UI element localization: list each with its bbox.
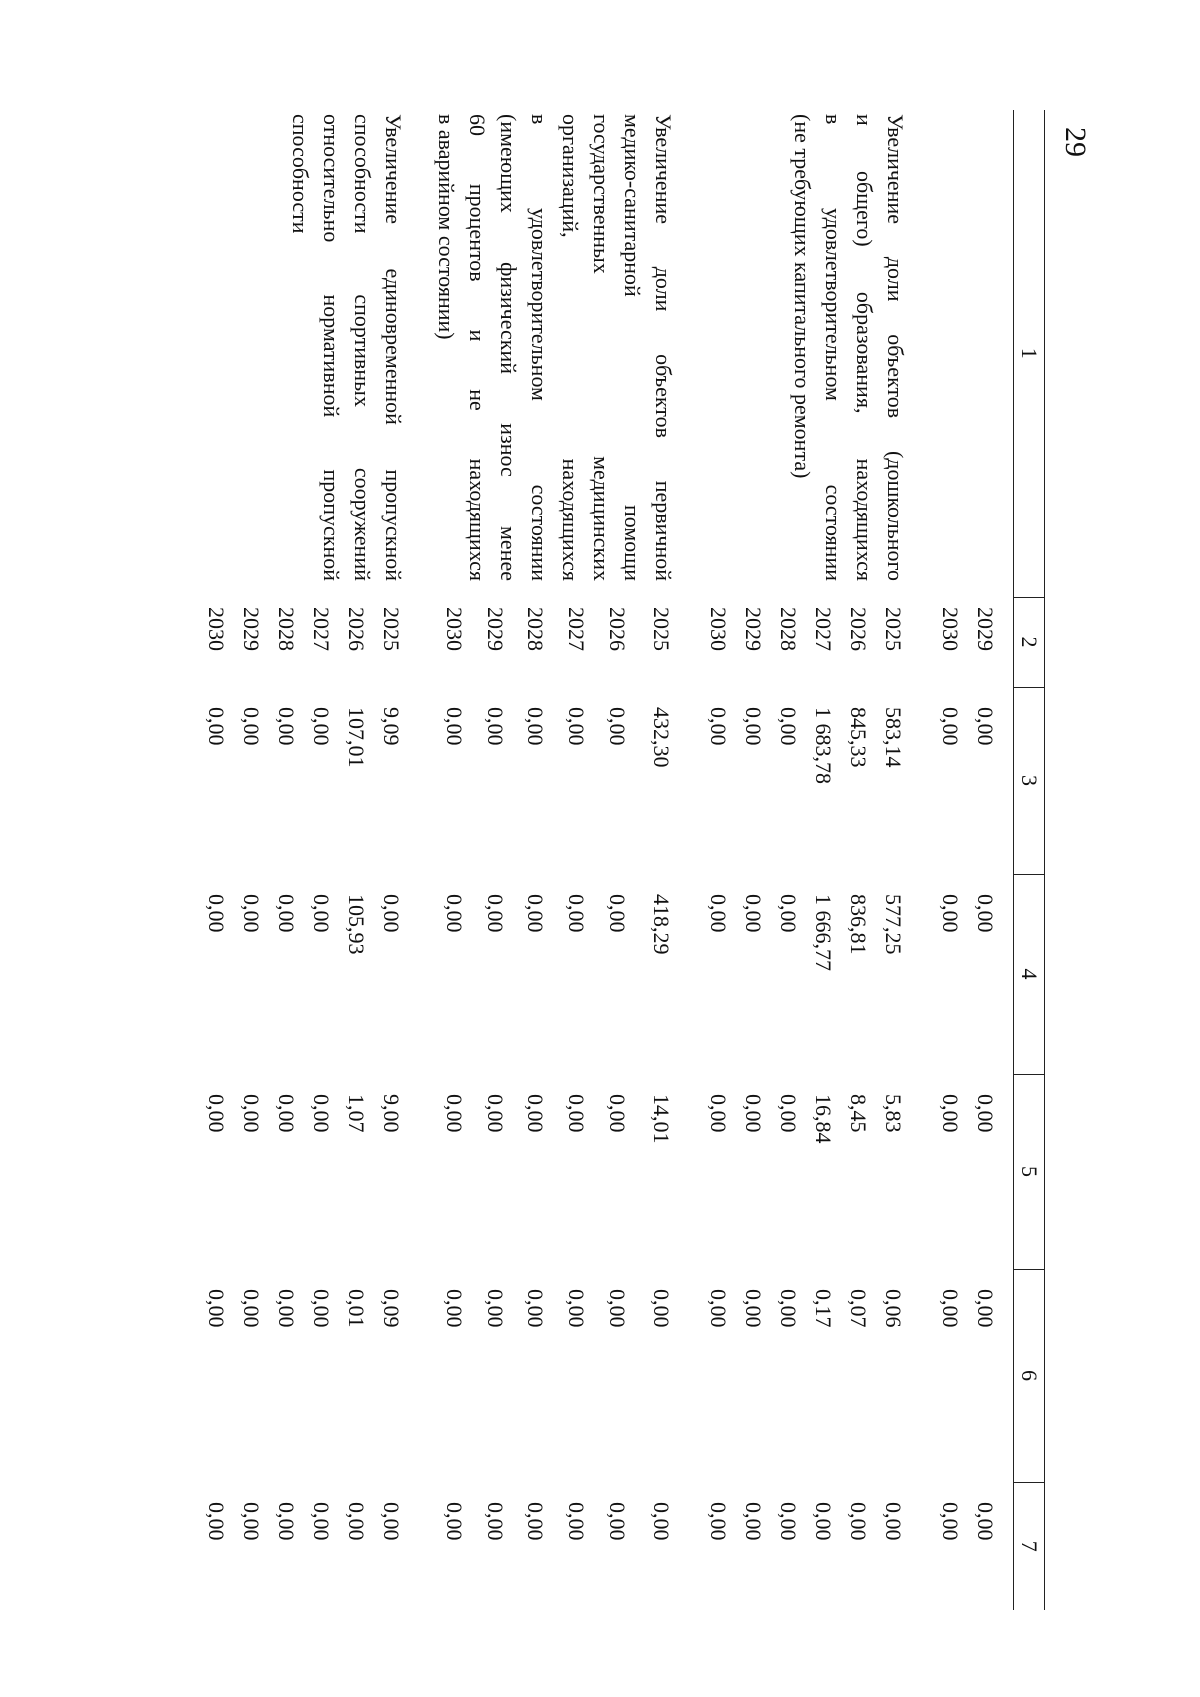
amount-cell: 0,00 bbox=[523, 707, 549, 746]
column-header: 6 bbox=[1014, 1269, 1045, 1482]
amount-cell: 432,30 bbox=[649, 707, 674, 768]
amount-cell: 0,00 bbox=[938, 1094, 963, 1133]
description-line: способности спортивных сооружений bbox=[350, 114, 375, 581]
amount-cell: 0,00 bbox=[741, 1502, 766, 1541]
description-line: государственных медицинских bbox=[589, 114, 614, 581]
description-line: организаций, находящихся bbox=[558, 114, 583, 581]
year-cell: 2028 bbox=[274, 607, 299, 651]
table-header-row bbox=[1014, 110, 1045, 1610]
year-cell: 2030 bbox=[706, 607, 731, 651]
table-row bbox=[635, 110, 701, 1610]
column-header: 3 bbox=[1014, 687, 1045, 874]
amount-cell: 0,00 bbox=[649, 1289, 674, 1328]
amount-cell: 0,00 bbox=[973, 1094, 998, 1133]
column-header: 1 bbox=[1014, 110, 1045, 597]
amount-cell: 0,00 bbox=[482, 707, 508, 746]
amount-cell: 0,00 bbox=[482, 1289, 508, 1328]
amount-cell: 0,06 bbox=[881, 1289, 906, 1328]
amount-cell: 0,00 bbox=[563, 1502, 589, 1541]
amount-cell: 8,45 bbox=[846, 1094, 871, 1133]
amount-cell: 1 666,77 bbox=[811, 894, 836, 971]
amount-cell: 0,00 bbox=[309, 707, 334, 746]
amount-cell: 0,00 bbox=[239, 1094, 264, 1133]
description-line: способности bbox=[288, 114, 313, 234]
amount-cell: 0,00 bbox=[204, 1289, 229, 1328]
table-row bbox=[968, 110, 1014, 1610]
description-line: (имеющих физический износ менее bbox=[496, 114, 521, 581]
table-row bbox=[374, 110, 431, 1610]
amount-cell: 0,00 bbox=[239, 894, 264, 933]
description-line: медико-санитарной помощи bbox=[620, 114, 645, 581]
year-cell: 2029 bbox=[973, 607, 998, 651]
amount-cell: 0,00 bbox=[776, 1502, 801, 1541]
amount-cell: 0,00 bbox=[563, 707, 589, 746]
amount-cell: 1,07 bbox=[344, 1094, 369, 1133]
amount-cell: 16,84 bbox=[811, 1094, 836, 1144]
amount-cell: 0,00 bbox=[604, 894, 630, 933]
rotated-table-container bbox=[45, 110, 1045, 1610]
amount-cell: 0,00 bbox=[938, 1502, 963, 1541]
amount-cell: 0,00 bbox=[274, 894, 299, 933]
amount-cell: 0,00 bbox=[741, 1289, 766, 1328]
column-header: 5 bbox=[1014, 1074, 1045, 1269]
amount-cell: 0,00 bbox=[776, 1289, 801, 1328]
amount-cell: 0,00 bbox=[776, 1094, 801, 1133]
year-cell: 2030 bbox=[938, 607, 963, 651]
amount-cell: 836,81 bbox=[846, 894, 871, 955]
table-row bbox=[876, 110, 933, 1610]
table-body bbox=[199, 110, 1014, 1610]
amount-cell: 845,33 bbox=[846, 707, 871, 768]
year-cell: 2025 bbox=[881, 607, 906, 651]
amount-cell: 0,17 bbox=[811, 1289, 836, 1328]
amount-cell: 14,01 bbox=[649, 1094, 674, 1144]
year-cell: 2029 bbox=[482, 607, 508, 651]
amount-cell: 0,00 bbox=[604, 1502, 630, 1541]
description-line: Увеличение единовременной пропускной bbox=[381, 114, 406, 581]
amount-cell: 0,09 bbox=[379, 1289, 404, 1328]
amount-cell: 0,00 bbox=[523, 1289, 549, 1328]
amount-cell: 0,00 bbox=[204, 894, 229, 933]
amount-cell: 0,00 bbox=[344, 1502, 369, 1541]
amount-cell: 0,00 bbox=[649, 1502, 674, 1541]
indicator-description bbox=[199, 110, 431, 597]
amount-cell: 0,00 bbox=[741, 894, 766, 933]
description-line: Увеличение доли объектов первичной bbox=[651, 114, 676, 581]
amount-cell: 0,00 bbox=[938, 1289, 963, 1328]
amount-cell: 583,14 bbox=[881, 707, 906, 768]
indicator-description bbox=[701, 110, 933, 597]
amount-cell: 0,07 bbox=[846, 1289, 871, 1328]
year-cell: 2026 bbox=[604, 607, 630, 651]
description-line: и общего) образования, находящихся bbox=[852, 114, 877, 581]
amount-cell: 0,00 bbox=[741, 707, 766, 746]
amount-cell: 0,00 bbox=[441, 1289, 467, 1328]
amount-cell: 0,00 bbox=[523, 1502, 549, 1541]
amount-cell: 1 683,78 bbox=[811, 707, 836, 784]
amount-cell: 105,93 bbox=[344, 894, 369, 955]
amount-cell: 0,00 bbox=[706, 1289, 731, 1328]
amount-cell: 0,00 bbox=[309, 894, 334, 933]
description-line: в удовлетворительном состоянии bbox=[821, 114, 846, 581]
description-line: (не требующих капитального ремонта) bbox=[790, 114, 815, 479]
amount-cell: 0,00 bbox=[604, 707, 630, 746]
amount-cell: 9,00 bbox=[379, 1094, 404, 1133]
amount-cell: 0,00 bbox=[274, 1289, 299, 1328]
amount-cell: 0,00 bbox=[441, 894, 467, 933]
year-cell: 2027 bbox=[309, 607, 334, 651]
description-line: в удовлетворительном состоянии bbox=[527, 114, 552, 581]
amount-cell: 0,00 bbox=[563, 894, 589, 933]
amount-cell: 0,00 bbox=[204, 1094, 229, 1133]
amount-cell: 0,00 bbox=[379, 1502, 404, 1541]
amount-cell: 0,00 bbox=[482, 1502, 508, 1541]
amount-cell: 0,00 bbox=[523, 894, 549, 933]
amount-cell: 5,83 bbox=[881, 1094, 906, 1133]
column-header: 2 bbox=[1014, 597, 1045, 687]
amount-cell: 0,00 bbox=[239, 707, 264, 746]
amount-cell: 0,00 bbox=[274, 1094, 299, 1133]
year-cell: 2027 bbox=[811, 607, 836, 651]
amount-cell: 0,00 bbox=[204, 1502, 229, 1541]
funding-table bbox=[199, 110, 1045, 1610]
amount-cell: 577,25 bbox=[881, 894, 906, 955]
year-cell: 2025 bbox=[649, 607, 674, 651]
year-cell: 2029 bbox=[239, 607, 264, 651]
amount-cell: 0,00 bbox=[441, 1502, 467, 1541]
year-cell: 2029 bbox=[741, 607, 766, 651]
year-cell: 2026 bbox=[846, 607, 871, 651]
amount-cell: 0,00 bbox=[776, 707, 801, 746]
amount-cell: 0,00 bbox=[604, 1094, 630, 1133]
year-cell: 2030 bbox=[441, 607, 467, 651]
amount-cell: 0,00 bbox=[563, 1289, 589, 1328]
amount-cell: 0,00 bbox=[881, 1502, 906, 1541]
year-cell: 2030 bbox=[204, 607, 229, 651]
amount-cell: 0,00 bbox=[706, 1502, 731, 1541]
amount-cell: 0,00 bbox=[204, 707, 229, 746]
page-number: 29 bbox=[1059, 127, 1092, 157]
description-line: относительно нормативной пропускной bbox=[319, 114, 344, 581]
column-header: 4 bbox=[1014, 874, 1045, 1074]
amount-cell: 0,00 bbox=[741, 1094, 766, 1133]
amount-cell: 0,00 bbox=[441, 707, 467, 746]
amount-cell: 0,00 bbox=[973, 894, 998, 933]
amount-cell: 0,00 bbox=[379, 894, 404, 933]
amount-cell: 0,00 bbox=[973, 707, 998, 746]
description-line: в аварийном состоянии) bbox=[434, 114, 459, 340]
amount-cell: 0,00 bbox=[604, 1289, 630, 1328]
amount-cell: 0,00 bbox=[973, 1289, 998, 1328]
amount-cell: 107,01 bbox=[344, 707, 369, 768]
amount-cell: 0,00 bbox=[482, 894, 508, 933]
column-header: 7 bbox=[1014, 1482, 1045, 1610]
year-cell: 2025 bbox=[379, 607, 404, 651]
amount-cell: 0,00 bbox=[706, 894, 731, 933]
year-cell: 2028 bbox=[523, 607, 549, 651]
year-cell: 2028 bbox=[776, 607, 801, 651]
amount-cell: 0,00 bbox=[776, 894, 801, 933]
description-line: Увеличение доли объектов (дошкольного bbox=[883, 114, 908, 581]
amount-cell: 0,00 bbox=[309, 1502, 334, 1541]
description-line: 60 процентов и не находящихся bbox=[465, 114, 490, 581]
amount-cell: 0,00 bbox=[846, 1502, 871, 1541]
indicator-description bbox=[933, 110, 1014, 597]
amount-cell: 0,00 bbox=[482, 1094, 508, 1133]
amount-cell: 0,00 bbox=[563, 1094, 589, 1133]
amount-cell: 9,09 bbox=[379, 707, 404, 746]
amount-cell: 0,00 bbox=[274, 1502, 299, 1541]
amount-cell: 0,00 bbox=[938, 707, 963, 746]
amount-cell: 0,00 bbox=[706, 707, 731, 746]
amount-cell: 0,00 bbox=[239, 1502, 264, 1541]
indicator-description bbox=[431, 110, 701, 597]
amount-cell: 418,29 bbox=[649, 894, 674, 955]
year-cell: 2027 bbox=[563, 607, 589, 651]
amount-cell: 0,00 bbox=[309, 1094, 334, 1133]
amount-cell: 0,00 bbox=[938, 894, 963, 933]
amount-cell: 0,01 bbox=[344, 1289, 369, 1328]
amount-cell: 0,00 bbox=[973, 1502, 998, 1541]
amount-cell: 0,00 bbox=[239, 1289, 264, 1328]
year-cell: 2026 bbox=[344, 607, 369, 651]
amount-cell: 0,00 bbox=[811, 1502, 836, 1541]
amount-cell: 0,00 bbox=[706, 1094, 731, 1133]
amount-cell: 0,00 bbox=[309, 1289, 334, 1328]
amount-cell: 0,00 bbox=[441, 1094, 467, 1133]
amount-cell: 0,00 bbox=[274, 707, 299, 746]
amount-cell: 0,00 bbox=[523, 1094, 549, 1133]
